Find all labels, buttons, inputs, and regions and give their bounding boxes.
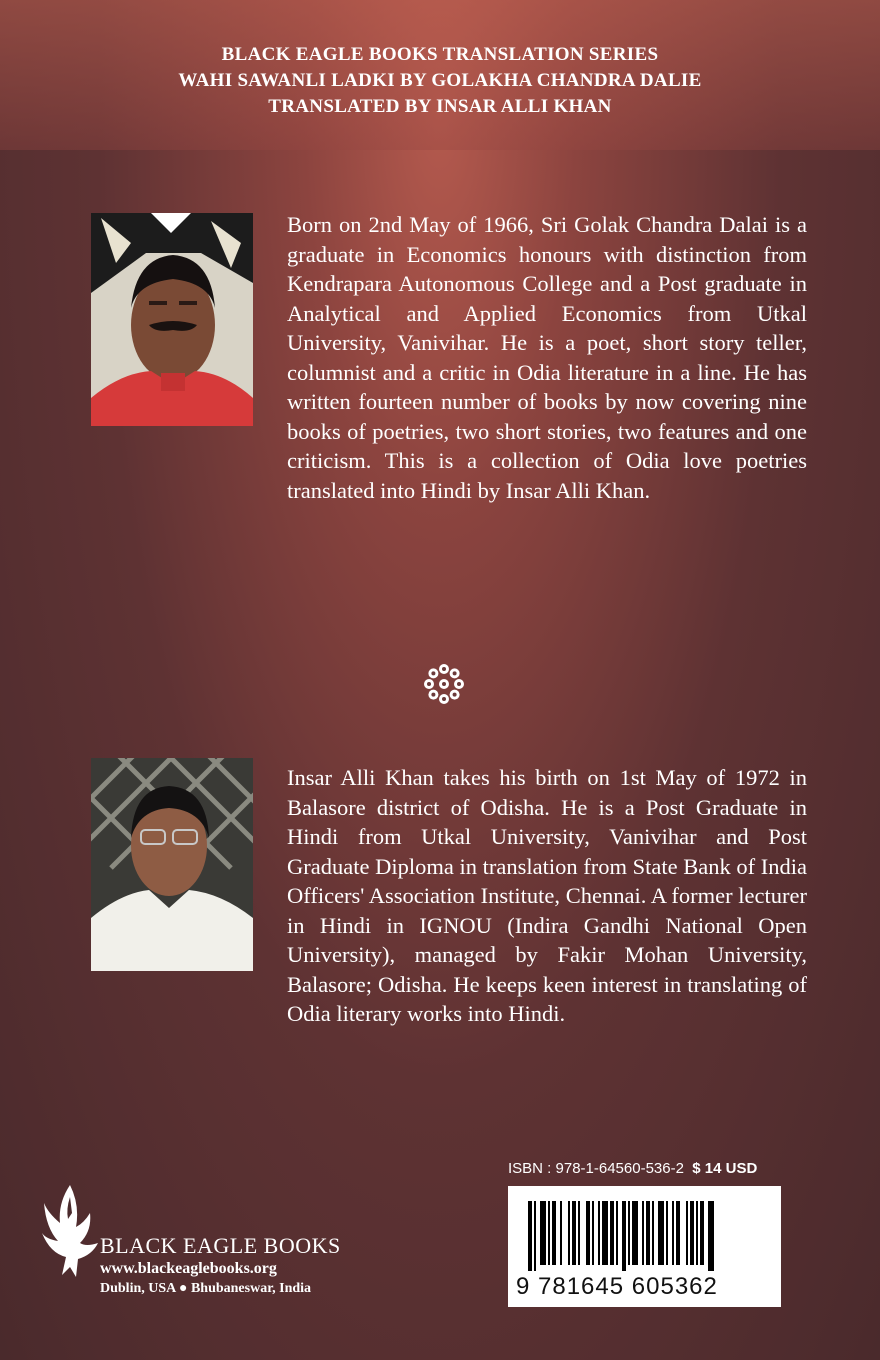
flower-ornament-icon — [420, 660, 468, 708]
publisher-block — [40, 1183, 400, 1303]
barcode-bar — [528, 1201, 532, 1271]
barcode-bar — [652, 1201, 654, 1265]
publisher-name: BLACK EAGLE BOOKS — [100, 1233, 341, 1258]
barcode-bar — [690, 1201, 694, 1265]
barcode-bar — [602, 1201, 608, 1265]
barcode-bar — [676, 1201, 680, 1265]
barcode-number: 9 781645 605362 — [516, 1273, 718, 1300]
barcode-bar — [548, 1201, 550, 1265]
barcode-bar — [632, 1201, 638, 1265]
barcode-bar — [552, 1201, 556, 1265]
isbn-label: ISBN : 978-1-64560-536-2 — [508, 1160, 684, 1177]
header-text — [0, 42, 880, 120]
barcode-bar — [586, 1201, 590, 1265]
barcode-bar — [578, 1201, 580, 1265]
translator-bio: Insar Alli Khan takes his birth on 1st May of 1972 in Balasore district of Odisha. He is a Post Graduate in Hindi from Utkal University, Vanivihar and Post Graduate Diploma in translation from State Bank of India Officers' Association Institute, Chennai. A former lecturer in Hindi in IGNOU (Indira Gandhi National Open University), managed by Fakir Mohan University, Balasore; Odisha. He keeps keen interest in translating of Odia literary works into Hindi. — [287, 765, 807, 1026]
barcode-bar — [708, 1201, 714, 1271]
barcode-bar — [700, 1201, 704, 1265]
barcode — [508, 1186, 781, 1307]
barcode-bar — [646, 1201, 650, 1265]
barcode-bar — [672, 1201, 674, 1265]
barcode-bar — [534, 1201, 536, 1271]
translator-credit: TRANSLATED BY INSAR ALLI KHAN — [268, 96, 612, 117]
author-bio: Born on 2nd May of 1966, Sri Golak Chandra Dalai is a graduate in Economics honours with distinction from Kendrapara Autonomous College and a Post graduate in Analytical and Applied Economics from Utkal University, Vanivihar. He is a poet, short story teller, columnist and a critic in Odia literature in a line. He has written fourteen number of books by now covering nine books of poetries, two short stories, two features and one criticism. This is a collection of Odia love poetries translated into Hindi by Insar Alli Khan. — [287, 212, 807, 503]
publisher-locations: Dublin, USA ● Bhubaneswar, India — [100, 1281, 312, 1296]
barcode-bar — [598, 1201, 600, 1265]
translator-photo — [91, 758, 253, 971]
author-photo — [91, 213, 253, 426]
barcode-bar — [686, 1201, 688, 1265]
eagle-logo-icon — [40, 1183, 102, 1279]
publisher-website[interactable]: www.blackeaglebooks.org — [100, 1260, 277, 1277]
barcode-bar — [696, 1201, 698, 1265]
barcode-bar — [616, 1201, 618, 1265]
barcode-bar — [610, 1201, 614, 1265]
barcode-bar — [642, 1201, 644, 1265]
barcode-bar — [628, 1201, 630, 1265]
price-label: $ 14 USD — [692, 1160, 758, 1177]
book-title: WAHI SAWANLI LADKI BY GOLAKHA CHANDRA DALIE — [178, 70, 702, 91]
barcode-bar — [658, 1201, 664, 1265]
barcode-bar — [622, 1201, 626, 1271]
barcode-bar — [592, 1201, 594, 1265]
barcode-bar — [572, 1201, 576, 1265]
series-title: BLACK EAGLE BOOKS TRANSLATION SERIES — [221, 44, 659, 65]
barcode-bar — [568, 1201, 570, 1265]
isbn-price-line — [508, 1160, 783, 1177]
header-band — [0, 0, 880, 150]
barcode-bar — [560, 1201, 562, 1265]
barcode-bar — [666, 1201, 668, 1265]
barcode-bars — [528, 1201, 770, 1271]
barcode-bar — [540, 1201, 546, 1265]
